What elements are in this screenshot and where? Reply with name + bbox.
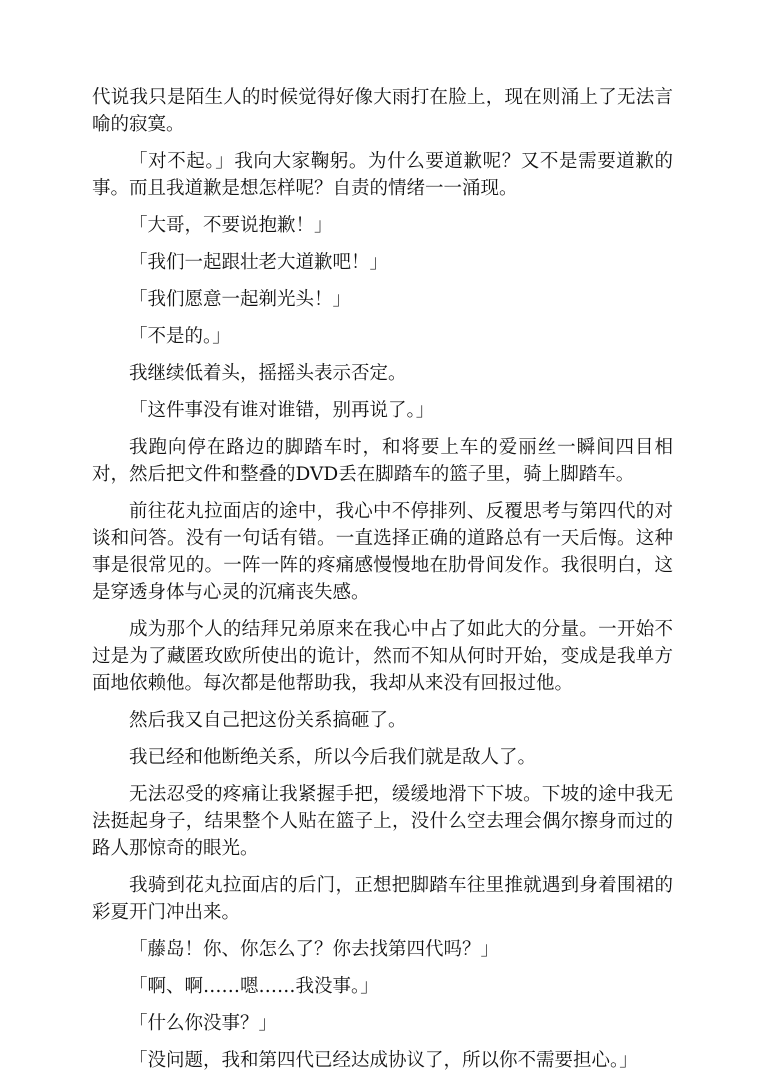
paragraph: 然后我又自己把这份关系搞砸了。 [129, 710, 407, 731]
paragraph: 成为那个人的结拜兄弟原来在我心中占了如此大的分量。一开始不过是为了藏匿玫欧所使出的诡计，然而不知从何时开始，变成是我单方面地依赖他。每次都是他帮助我，我却从来没有回报过他。 [92, 619, 673, 694]
paragraph: 我继续低着头，摇摇头表示否定。 [129, 363, 407, 384]
page-body-text [92, 84, 673, 1074]
paragraph: 我骑到花丸拉面店的后门，正想把脚踏车往里推就遇到身着围裙的彩夏开门冲出来。 [92, 875, 673, 923]
paragraph: 「啊、啊……嗯……我没事。」 [129, 976, 379, 997]
paragraph: 前往花丸拉面店的途中，我心中不停排列、反覆思考与第四代的对谈和问答。没有一句话有错。一直选择正确的道路总有一天后悔。这种事是很常见的。一阵一阵的疼痛感慢慢地在肋骨间发作。我很明白，这是穿透身体与心灵的沉痛丧失感。 [92, 501, 673, 603]
paragraph: 「大哥，不要说抱歉！」 [129, 215, 333, 236]
paragraph: 无法忍受的疼痛让我紧握手把，缓缓地滑下下坡。下坡的途中我无法挺起身子，结果整个人贴在篮子上，没什么空去理会偶尔擦身而过的路人那惊奇的眼光。 [92, 784, 673, 859]
paragraph: 「没问题，我和第四代已经达成协议了，所以你不需要担心。」 [129, 1050, 638, 1071]
paragraph: 「藤岛！你、你怎么了？你去找第四代吗？」 [129, 939, 500, 960]
paragraph: 「我们一起跟壮老大道歉吧！」 [129, 252, 389, 273]
paragraph: 「这件事没有谁对谁错，别再说了。」 [129, 400, 435, 421]
paragraph: 「对不起。」我向大家鞠躬。为什么要道歉呢？又不是需要道歉的事。而且我道歉是想怎样呢？自责的情绪一一涌现。 [92, 151, 673, 199]
paragraph: 「我们愿意一起剃光头！」 [129, 289, 352, 310]
paragraph: 「什么你没事？」 [129, 1013, 278, 1034]
paragraph: 我跑向停在路边的脚踏车时，和将要上车的爱丽丝一瞬间四目相对，然后把文件和整叠的DVD丢在脚踏车的篮子里，骑上脚踏车。 [92, 437, 673, 485]
paragraph: 「不是的。」 [129, 326, 231, 347]
paragraph: 我已经和他断绝关系，所以今后我们就是敌人了。 [129, 747, 537, 768]
paragraph: 代说我只是陌生人的时候觉得好像大雨打在脸上，现在则涌上了无法言喻的寂寞。 [92, 87, 673, 135]
